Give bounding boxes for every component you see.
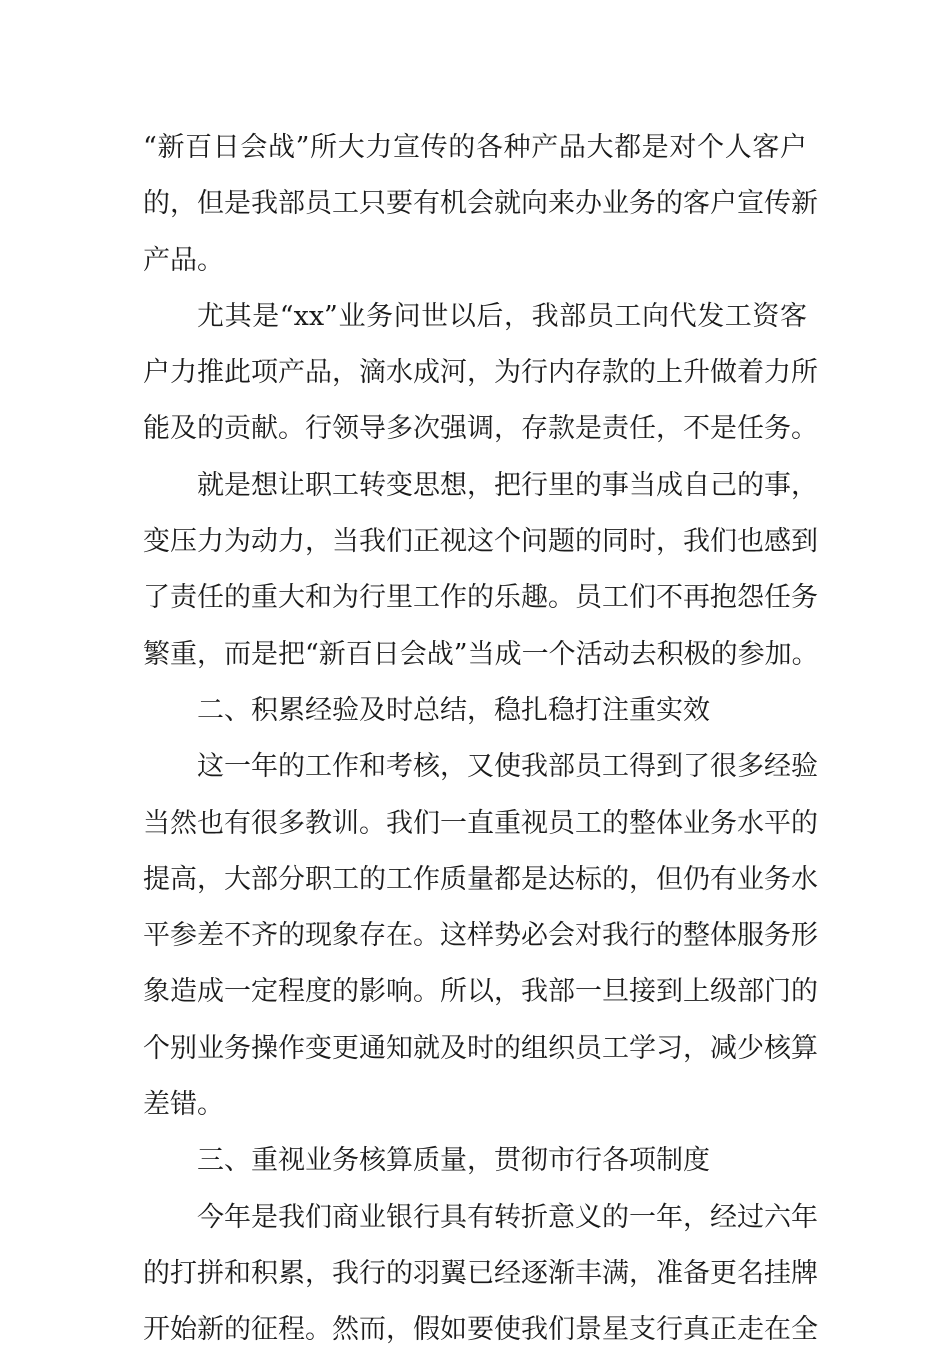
body-line: 开始新的征程。然而，假如要使我们景星支行真正走在全 [143, 1314, 818, 1346]
body-line: 个别业务操作变更通知就及时的组织员工学习，减少核算 [143, 1032, 818, 1064]
document-body [143, 120, 819, 1359]
section-heading: 二、积累经验及时总结，稳扎稳打注重实效 [197, 694, 710, 726]
body-line: 繁重，而是把“新百日会战”当成一个活动去积极的参加。 [143, 638, 819, 670]
body-line: 平参差不齐的现象存在。这样势必会对我行的整体服务形 [143, 920, 818, 952]
body-line: 变压力为动力，当我们正视这个问题的同时，我们也感到 [143, 526, 818, 558]
body-line: 的打拼和积累，我行的羽翼已经逐渐丰满，准备更名挂牌 [143, 1257, 818, 1289]
body-line: 了责任的重大和为行里工作的乐趣。员工们不再抱怨任务 [143, 582, 818, 614]
body-line: 能及的贡献。行领导多次强调，存款是责任，不是任务。 [143, 413, 818, 445]
body-line: 尤其是“xx”业务问世以后，我部员工向代发工资客 [197, 300, 807, 332]
body-line: 产品。 [143, 244, 224, 276]
body-line: 象造成一定程度的影响。所以，我部一旦接到上级部门的 [143, 976, 818, 1008]
body-line: 当然也有很多教训。我们一直重视员工的整体业务水平的 [143, 807, 818, 839]
body-line: 就是想让职工转变思想，把行里的事当成自己的事， [197, 469, 818, 501]
body-line: 这一年的工作和考核，又使我部员工得到了很多经验 [197, 751, 818, 783]
body-line: 差错。 [143, 1089, 224, 1121]
body-line: 今年是我们商业银行具有转折意义的一年，经过六年 [197, 1201, 818, 1233]
body-line: 的，但是我部员工只要有机会就向来办业务的客户宣传新 [143, 188, 818, 220]
body-line: 提高，大部分职工的工作质量都是达标的，但仍有业务水 [143, 863, 818, 895]
body-line: 户力推此项产品，滴水成河，为行内存款的上升做着力所 [143, 357, 818, 389]
body-line: “新百日会战”所大力宣传的各种产品大都是对个人客户 [143, 132, 807, 163]
section-heading: 三、重视业务核算质量，贯彻市行各项制度 [197, 1145, 710, 1177]
